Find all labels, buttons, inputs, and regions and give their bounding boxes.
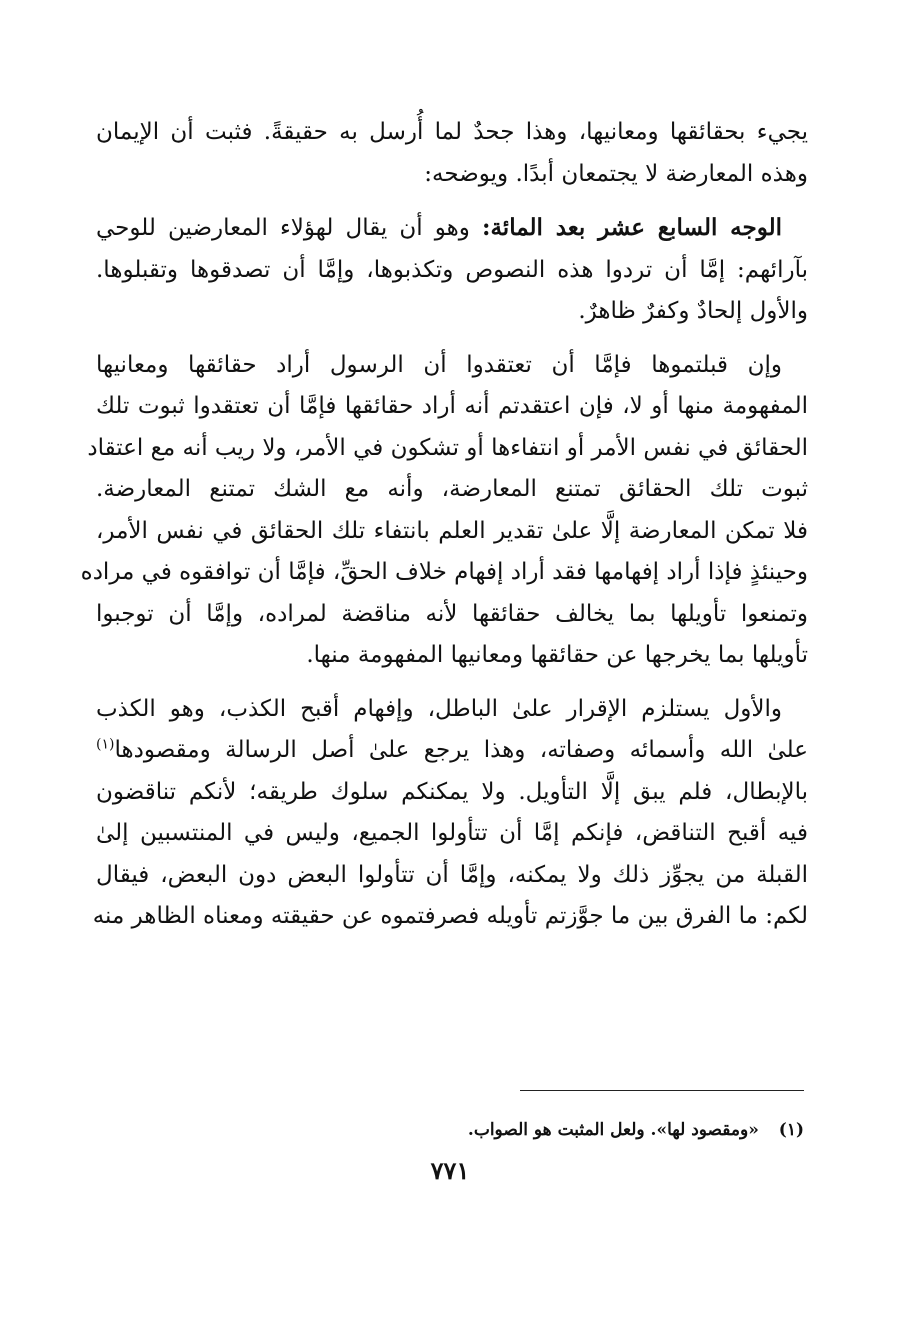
text-line: بالإبطال، فلم يبق إلَّا التأويل. ولا يمكنكم سلوك طريقه؛ لأنكم تناقضون bbox=[96, 778, 808, 805]
text-line: فلا تمكن المعارضة إلَّا علىٰ تقدير العلم بانتفاء تلك الحقائق في نفس الأمر، bbox=[96, 517, 808, 544]
footnote-number: (١) bbox=[778, 1120, 804, 1140]
text-line: لكم: ما الفرق بين ما جوَّزتم تأويله فصرفتموه عن حقيقته ومعناه الظاهر منه bbox=[92, 903, 808, 929]
text-line bbox=[96, 207, 808, 250]
text-line bbox=[96, 730, 808, 772]
paragraph-1 bbox=[96, 112, 808, 195]
footnote-text: «ومقصود لها». ولعل المثبت هو الصواب. bbox=[467, 1120, 759, 1140]
text-fragment: علىٰ الله وأسمائه وصفاته، وهذا يرجع علىٰ أصل الرسالة ومقصودها bbox=[114, 737, 808, 763]
section-heading: الوجه السابع عشر بعد المائة: bbox=[481, 214, 783, 241]
text-line: والأول يستلزم الإقرار علىٰ الباطل، وإفهام أقبح الكذب، وهو الكذب bbox=[96, 695, 783, 722]
text-line: فيه أقبح التناقض، فإنكم إمَّا أن تتأولوا الجميع، وليس في المنتسبين إلىٰ bbox=[96, 820, 808, 846]
footnote-marker: (١) bbox=[96, 736, 115, 753]
paragraph-3 bbox=[80, 345, 808, 677]
text-line: تأويلها بما يخرجها عن حقائقها ومعانيها المفهومة منها. bbox=[306, 642, 808, 668]
text-line: المفهومة منها أو لا، فإن اعتقدتم أنه أراد حقائقها فإمَّا أن تعتقدوا ثبوت تلك bbox=[96, 393, 808, 419]
page-number: ٧٧١ bbox=[430, 1156, 470, 1185]
text-line: وتمنعوا تأويلها بما يخالف حقائقها لأنه مناقضة لمراده، وإمَّا أن توجبوا bbox=[96, 600, 808, 627]
text-line: ثبوت تلك الحقائق تمتنع المعارضة، وأنه مع الشك تمتنع المعارضة. bbox=[96, 476, 808, 502]
footnote-separator bbox=[520, 1090, 804, 1091]
footnote bbox=[204, 1116, 804, 1144]
text-line: يجيء بحقائقها ومعانيها، وهذا جحدٌ لما أُرسل به حقيقةً. فثبت أن الإيمان bbox=[96, 119, 809, 145]
text-line: وحينئذٍ فإذا أراد إفهامها فقد أراد إفهام خلاف الحقِّ، فإمَّا أن توافقوه في مراده bbox=[80, 559, 808, 585]
text-line: القبلة من يجوِّز ذلك ولا يمكنه، وإمَّا أن تتأولوا البعض دون البعض، فيقال bbox=[96, 861, 808, 888]
page-body bbox=[80, 112, 809, 950]
text-line: الحقائق في نفس الأمر أو انتفاءها أو تشكون في الأمر، ولا ريب أنه مع اعتقاد bbox=[87, 434, 808, 461]
text-line: بآرائهم: إمَّا أن تردوا هذه النصوص وتكذبوها، وإمَّا أن تصدقوها وتقبلوها. bbox=[96, 256, 808, 283]
paragraph-4 bbox=[92, 689, 808, 938]
text-line: وهذه المعارضة لا يجتمعان أبدًا. ويوضحه: bbox=[424, 160, 808, 187]
text-line: وإن قبلتموها فإمَّا أن تعتقدوا أن الرسول أراد حقائقها ومعانيها bbox=[96, 351, 782, 378]
text-fragment: وهو أن يقال لهؤلاء المعارضين للوحي bbox=[96, 215, 482, 241]
paragraph-2 bbox=[96, 207, 808, 333]
text-line: والأول إلحادٌ وكفرٌ ظاهرٌ. bbox=[578, 298, 808, 324]
